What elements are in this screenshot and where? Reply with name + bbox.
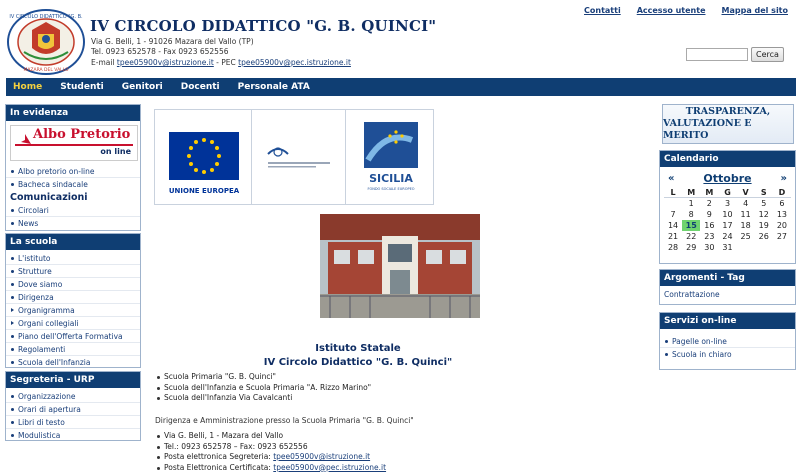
servizi-box	[659, 312, 796, 370]
schools-list	[156, 372, 371, 404]
calendar-day[interactable]: 19	[758, 221, 769, 230]
argomenti-box	[659, 269, 796, 305]
calendar-day[interactable]: 2	[706, 199, 712, 208]
nav-genitori[interactable]: Genitori	[121, 82, 163, 92]
calendar-day[interactable]: 1	[688, 199, 694, 208]
seg-label: Posta elettronica Segreteria:	[164, 452, 274, 461]
header-phone: Tel. 0923 652578 - Fax 0923 652556	[91, 47, 229, 56]
calendar-day[interactable]: 8	[688, 210, 694, 219]
in-evidenza-box	[5, 104, 141, 231]
calendar-day[interactable]: 5	[761, 199, 767, 208]
calendar-day	[664, 198, 682, 209]
contact-seg-email	[156, 452, 386, 463]
list-item: Scuola dell'Infanzia Via Cavalcanti	[156, 393, 371, 404]
list-item[interactable]: Modulistica	[6, 429, 140, 442]
top-links	[584, 6, 788, 15]
nav-studenti[interactable]: Studenti	[60, 82, 104, 92]
list-item[interactable]: Libri di testo	[6, 416, 140, 429]
calendar-day[interactable]: 14	[667, 221, 679, 230]
istituto-line-1: Istituto Statale	[315, 343, 401, 354]
calendar-day[interactable]: 13	[776, 210, 787, 219]
evidenza-list	[6, 165, 140, 191]
logo-text-top: IV CIRCOLO DIDATTICO "G. B.	[9, 14, 83, 20]
calendar-day[interactable]: 16	[704, 221, 715, 230]
comunicazioni-list	[6, 204, 140, 230]
list-item[interactable]: Strutture	[6, 265, 140, 278]
calendar-day[interactable]: 9	[706, 210, 712, 219]
list-item[interactable]: Pagelle on-line	[660, 335, 795, 348]
tag-contrattazione[interactable]: Contrattazione	[664, 290, 720, 299]
list-item[interactable]: Organizzazione	[6, 390, 140, 403]
calendar-day[interactable]: 30	[704, 243, 715, 252]
calendar-nav	[660, 167, 795, 187]
accesso-utente-link[interactable]: Accesso utente	[636, 6, 706, 15]
calendar-day[interactable]: 11	[740, 210, 751, 219]
albo-title: Albo Pretorio	[33, 127, 131, 142]
calendar-dow: S	[755, 187, 773, 198]
list-item[interactable]: Orari di apertura	[6, 403, 140, 416]
email-link[interactable]: tpee05900v@istruzione.it	[116, 58, 214, 67]
calendar-day[interactable]: 6	[779, 199, 785, 208]
calendar-dow: M	[682, 187, 700, 198]
contact-phone: Tel.: 0923 652578 – Fax: 0923 652556	[156, 442, 386, 453]
list-item[interactable]: Dove siamo	[6, 278, 140, 291]
calendar-day[interactable]: 18	[740, 221, 751, 230]
calendar-day[interactable]: 4	[743, 199, 749, 208]
calendar-day[interactable]: 21	[667, 232, 679, 241]
calendar-day[interactable]: 7	[670, 210, 676, 219]
list-item[interactable]: Circolari	[6, 204, 140, 217]
calendar-dow: G	[718, 187, 736, 198]
albo-pretorio-banner[interactable]	[10, 125, 138, 161]
calendar-day[interactable]: 3	[724, 199, 731, 208]
argomenti-title: Argomenti - Tag	[660, 270, 795, 286]
la-scuola-list	[6, 252, 140, 369]
calendar-day	[773, 242, 791, 253]
list-item[interactable]: Organigramma	[6, 304, 140, 317]
comunicazioni-heading: Comunicazioni	[10, 192, 88, 203]
calendar-dow: D	[773, 187, 791, 198]
calendar-dow: L	[664, 187, 682, 198]
calendar-dow: V	[737, 187, 755, 198]
list-item[interactable]: News	[6, 217, 140, 230]
calendar-day	[755, 242, 773, 253]
direzione-text: Dirigenza e Amministrazione presso la Scuola Primaria "G. B. Quinci"	[155, 416, 414, 425]
header-address: Via G. Belli, 1 - 91026 Mazara del Vallo (TP)	[91, 37, 254, 46]
contatti-link[interactable]: Contatti	[584, 6, 621, 15]
calendar-title: Calendario	[660, 151, 795, 167]
sicilia-sub: FONDO SOCIALE EUROPEO	[367, 187, 415, 191]
list-item[interactable]: Scuola dell'Infanzia	[6, 356, 140, 369]
la-scuola-title: La scuola	[6, 234, 140, 250]
seg-email-link[interactable]: tpee05900v@istruzione.it	[273, 452, 371, 461]
logo-text-bottom: MAZARA DEL VALLO	[23, 68, 69, 73]
school-title: IV CIRCOLO DIDATTICO "G. B. QUINCI"	[90, 17, 437, 35]
calendar-day[interactable]: 25	[740, 232, 751, 241]
calendar-day[interactable]: 27	[776, 232, 787, 241]
calendar-day[interactable]: 22	[686, 232, 697, 241]
calendar-month[interactable]: Ottobre	[703, 171, 752, 185]
istituto-title	[150, 342, 566, 370]
calendar-box	[659, 150, 796, 264]
sicilia-label: SICILIA	[369, 172, 413, 185]
list-item[interactable]: Bacheca sindacale	[6, 178, 140, 191]
sicilia-logo	[346, 110, 434, 204]
contacts-list	[156, 431, 386, 473]
contact-cert-email	[156, 463, 386, 474]
nav-docenti[interactable]: Docenti	[180, 82, 220, 92]
albo-divider	[15, 144, 133, 146]
cert-label: Posta Elettronica Certificata:	[164, 462, 274, 472]
main-nav	[6, 78, 796, 96]
la-scuola-box	[5, 233, 141, 368]
list-item: Scuola Primaria "G. B. Quinci"	[156, 372, 371, 383]
trasparenza-banner[interactable]	[662, 104, 794, 144]
calendar-day[interactable]: 20	[776, 221, 787, 230]
calendar-day[interactable]: 26	[758, 232, 769, 241]
mappa-sito-link[interactable]: Mappa del sito	[721, 6, 788, 15]
albo-sub: on line	[100, 147, 131, 156]
calendar-day[interactable]: 23	[704, 232, 715, 241]
list-item[interactable]: Albo pretorio on-line	[6, 165, 140, 178]
list-item[interactable]: Organi collegiali	[6, 317, 140, 330]
list-item: Scuola dell'Infanzia e Scuola Primaria "A. Rizzo Marino"	[156, 383, 371, 394]
calendar-day[interactable]: 24	[722, 232, 733, 241]
istituto-line-2: IV Circolo Didattico "G. B. Quinci"	[263, 357, 453, 368]
nav-home[interactable]: Home	[13, 82, 43, 92]
eu-logos-strip	[154, 109, 434, 205]
calendar-day[interactable]: 17	[722, 221, 733, 230]
cert-email-link[interactable]: tpee05900v@pec.istruzione.it	[273, 462, 387, 472]
list-item[interactable]: Piano dell'Offerta Formativa	[6, 330, 140, 343]
calendar-day[interactable]: 15	[682, 220, 700, 231]
ue-label: UNIONE EUROPEA	[168, 187, 240, 195]
calendar-day[interactable]: 10	[722, 210, 733, 219]
search-button[interactable]: Cerca	[751, 47, 784, 62]
contact-address: Via G. Belli, 1 - Mazara del Vallo	[156, 431, 386, 442]
list-item[interactable]: Scuola in chiaro	[660, 348, 795, 361]
calendar-dow: M	[700, 187, 718, 198]
header-email-line	[91, 58, 351, 67]
calendar-grid	[660, 187, 795, 253]
servizi-title: Servizi on-line	[660, 313, 795, 329]
pec-prefix: - PEC	[213, 58, 239, 67]
calendar-day[interactable]: 29	[686, 243, 697, 252]
calendar-day[interactable]: 12	[758, 210, 769, 219]
trasparenza-line-1: TRASPARENZA,	[685, 106, 771, 117]
calendar-prev-icon[interactable]: «	[668, 172, 675, 184]
email-prefix: E-mail	[91, 58, 117, 67]
school-logo[interactable]	[6, 8, 86, 76]
servizi-list	[660, 335, 795, 361]
ue-logo	[155, 110, 252, 204]
trasparenza-line-2: VALUTAZIONE E MERITO	[663, 118, 752, 141]
calendar-next-icon[interactable]: »	[780, 172, 787, 184]
list-item[interactable]: Regolamenti	[6, 343, 140, 356]
segreteria-list	[6, 390, 140, 442]
search-input[interactable]	[686, 48, 748, 61]
calendar-day[interactable]: 31	[722, 243, 733, 252]
in-evidenza-title: In evidenza	[6, 105, 140, 121]
fse-logo	[252, 110, 346, 204]
segreteria-box	[5, 371, 141, 441]
nav-personale-ata[interactable]: Personale ATA	[237, 82, 310, 92]
calendar-day[interactable]: 28	[667, 243, 679, 252]
calendar-day	[737, 242, 755, 253]
pec-link[interactable]: tpee05900v@pec.istruzione.it	[238, 58, 351, 67]
list-item[interactable]: L'istituto	[6, 252, 140, 265]
list-item[interactable]: Dirigenza	[6, 291, 140, 304]
segreteria-title: Segreteria - URP	[6, 372, 140, 388]
school-building-photo	[320, 214, 480, 318]
